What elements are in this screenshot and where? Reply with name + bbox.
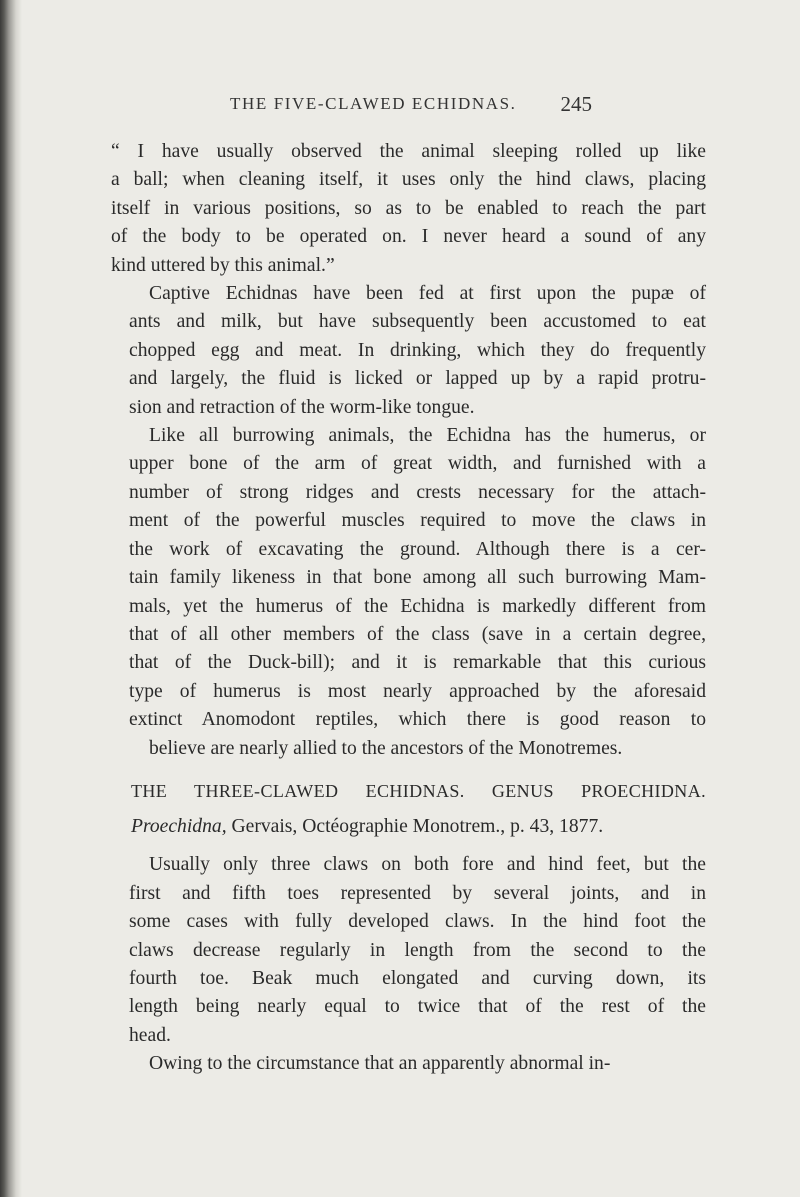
text-line: itself in various positions, so as to be enabled to reach the part bbox=[111, 197, 706, 219]
page-number: 245 bbox=[560, 92, 592, 116]
text-line: sion and retraction of the worm-like tongue. bbox=[129, 396, 475, 418]
paragraph-quote bbox=[111, 138, 706, 280]
page-body bbox=[111, 138, 706, 1079]
text-line: that of the Duck-bill); and it is remarkable that this curious bbox=[129, 652, 706, 674]
text-line: mals, yet the humerus of the Echidna is markedly different from bbox=[129, 595, 706, 617]
paragraph-diet bbox=[111, 280, 706, 422]
text-line: fourth toe. Beak much elongated and curving down, its bbox=[129, 967, 706, 989]
text-line: believe are nearly allied to the ancestors of the Monotremes. bbox=[149, 737, 623, 759]
genus-name: Proechidna, bbox=[131, 815, 227, 837]
text-line: Like all burrowing animals, the Echidna has the humerus, or bbox=[149, 425, 706, 447]
paragraph-owing bbox=[111, 1050, 706, 1078]
citation-detail: Gervais, Octéographie Monotrem., p. 43, 1877. bbox=[226, 815, 604, 837]
text-line: claws decrease regularly in length from the second to the bbox=[129, 939, 706, 961]
text-line: kind uttered by this animal.” bbox=[111, 254, 335, 276]
text-line: type of humerus is most nearly approached by the aforesaid bbox=[129, 680, 706, 702]
text-line: chopped egg and meat. In drinking, which they do frequently bbox=[129, 339, 706, 361]
text-line: tain family likeness in that bone among all such burrowing Mam- bbox=[129, 567, 706, 589]
text-line: that of all other members of the class (save in a certain degree, bbox=[129, 623, 706, 645]
text-line: extinct Anomodont reptiles, which there is good reason to bbox=[129, 709, 706, 731]
text-line: ment of the powerful muscles required to move the claws in bbox=[129, 510, 706, 532]
text-line: a ball; when cleaning itself, it uses only the hind claws, placing bbox=[111, 169, 706, 191]
text-line: “ I have usually observed the animal sleeping rolled up like bbox=[111, 141, 706, 162]
text-line: first and fifth toes represented by several joints, and in bbox=[129, 882, 706, 904]
text-line: and largely, the fluid is licked or lapped up by a rapid protru- bbox=[129, 368, 706, 390]
text-line: of the body to be operated on. I never heard a sound of any bbox=[111, 226, 706, 248]
text-line: upper bone of the arm of great width, and furnished with a bbox=[129, 453, 706, 475]
paragraph-claws bbox=[111, 851, 706, 1050]
text-line: Owing to the circumstance that an apparently abnormal in- bbox=[149, 1053, 611, 1075]
text-line: ants and milk, but have subsequently been accustomed to eat bbox=[129, 311, 706, 333]
binding-gutter bbox=[0, 0, 22, 1197]
text-line: the work of excavating the ground. Although there is a cer- bbox=[129, 538, 706, 560]
text-line: length being nearly equal to twice that of the rest of the bbox=[129, 996, 706, 1018]
text-line: head. bbox=[129, 1024, 171, 1046]
text-line: number of strong ridges and crests necessary for the attach- bbox=[129, 481, 706, 503]
text-line: Usually only three claws on both fore and hind feet, but the bbox=[149, 854, 706, 876]
text-line: Captive Echidnas have been fed at first upon the pupæ of bbox=[149, 283, 706, 305]
page-header bbox=[230, 92, 592, 122]
text-line: some cases with fully developed claws. In the hind foot the bbox=[129, 911, 706, 933]
paragraph-humerus bbox=[111, 422, 706, 763]
genus-citation bbox=[111, 813, 706, 841]
running-title: THE FIVE-CLAWED ECHIDNAS. bbox=[230, 94, 517, 113]
section-heading: THE THREE-CLAWED ECHIDNAS. GENUS PROECHIDNA. bbox=[131, 780, 706, 801]
